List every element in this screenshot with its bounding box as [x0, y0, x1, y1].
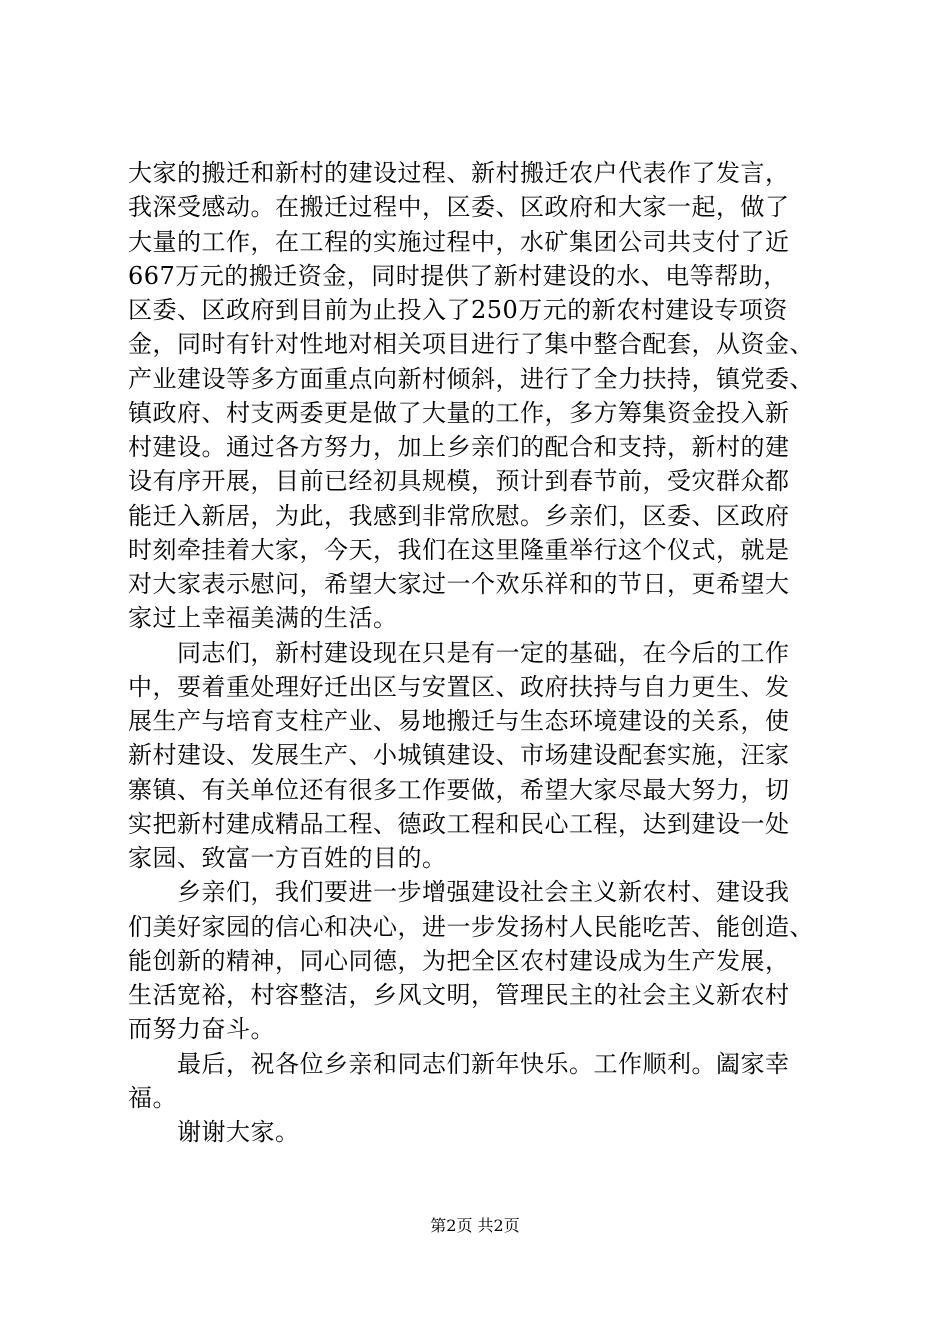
page-footer [0, 1216, 950, 1236]
text-line: 能迁入新居，为此，我感到非常欣慰。乡亲们，区委、区政府 [128, 501, 790, 530]
text-line: 而努力奋斗。 [128, 1015, 275, 1044]
text-line: 镇政府、村支两委更是做了大量的工作，多方筹集资金投入新 [128, 398, 790, 427]
text-line: 时刻牵挂着大家，今天，我们在这里隆重举行这个仪式，就是 [128, 535, 790, 564]
text-line: 最后，祝各位乡亲和同志们新年快乐。工作顺利。阖家幸 [128, 1049, 790, 1078]
text-line: 区委、区政府到目前为止投入了250万元的新农村建设专项资 [128, 296, 788, 324]
text-line: 寨镇、有关单位还有很多工作要做，希望大家尽最大努力，切 [128, 775, 790, 804]
page-number: 第2页 共2页 [430, 1216, 520, 1235]
document-body [128, 156, 848, 1149]
text-line: 家园、致富一方百姓的目的。 [128, 844, 447, 872]
text-line: 展生产与培育支柱产业、易地搬迁与生态环境建设的关系，使 [128, 707, 790, 735]
text-line: 实把新村建成精品工程、德政工程和民心工程，达到建设一处 [128, 809, 790, 838]
text-line: 家过上幸福美满的生活。 [128, 604, 398, 633]
text-line: 福。 [128, 1083, 177, 1112]
text-line: 乡亲们，我们要进一步增强建设社会主义新农村、建设我 [128, 878, 790, 907]
text-line: 同志们，新村建设现在只是有一定的基础，在今后的工作 [128, 638, 790, 667]
text-line: 设有序开展，目前已经初具规模，预计到春节前，受灾群众都 [128, 467, 790, 496]
text-line: 能创新的精神，同心同德，为把全区农村建设成为生产发展， [128, 946, 790, 975]
text-line: 大量的工作，在工程的实施过程中，水矿集团公司共支付了近 [128, 227, 790, 256]
text-line: 们美好家园的信心和决心，进一步发扬村人民能吃苦、能创造、 [128, 912, 814, 941]
text-line: 村建设。通过各方努力，加上乡亲们的配合和支持，新村的建 [128, 433, 790, 461]
text-line: 金，同时有针对性地对相关项目进行了集中整合配套，从资金、 [128, 330, 814, 359]
text-line: 我深受感动。在搬迁过程中，区委、区政府和大家一起，做了 [128, 193, 790, 222]
text-line: 生活宽裕，村容整洁，乡风文明，管理民主的社会主义新农村 [128, 981, 790, 1009]
text-line: 667万元的搬迁资金，同时提供了新村建设的水、电等帮助， [128, 261, 788, 290]
text-line: 新村建设、发展生产、小城镇建设、市场建设配套实施，汪家 [128, 741, 790, 770]
text-line: 中，要着重处理好迁出区与安置区、政府扶持与自力更生、发 [128, 672, 790, 701]
text-line: 大家的搬迁和新村的建设过程、新村搬迁农户代表作了发言， [128, 159, 790, 187]
text-line: 对大家表示慰问，希望大家过一个欢乐祥和的节日，更希望大 [128, 570, 790, 598]
text-line: 产业建设等多方面重点向新村倾斜，进行了全力扶持，镇党委、 [128, 364, 814, 393]
text-line: 谢谢大家。 [128, 1118, 300, 1146]
